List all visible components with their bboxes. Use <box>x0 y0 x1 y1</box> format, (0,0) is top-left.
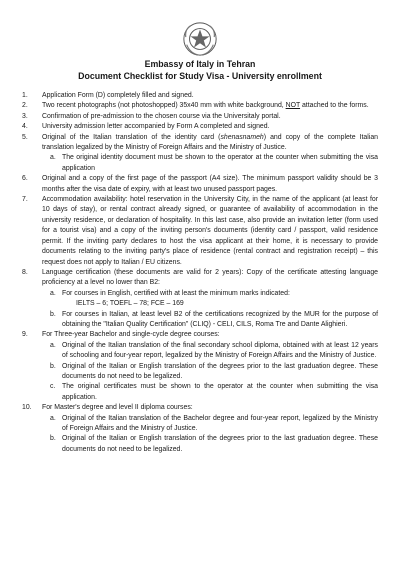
header-line-2: Document Checklist for Study Visa - University enrollment <box>78 70 322 81</box>
checklist <box>22 91 378 455</box>
list-subitem: a. Original of the Italian translation of the final secondary school diploma, obtained with at least 12 years of schooling and four-year report, legalized by the Ministry of Foreign Affairs and the Ministry of Justice. <box>50 341 378 360</box>
list-item: 1. Application Form (D) completely filled and signed. <box>22 92 194 99</box>
list-item: 2. Two recent photographs (not photoshopped) 35x40 mm with white background, NOT attached to the forms. <box>22 102 369 110</box>
list-subitem: b. Original of the Italian or English translation of the degrees prior to the last graduation degree. These documents do not need to be legalized. <box>50 362 378 380</box>
list-subitem: b. Original of the Italian or English translation of the degrees prior to the last graduation degree. These documents do not need to be legalized. <box>50 435 378 453</box>
list-subitem: a. For courses in English, certified with at least the minimum marks indicated: <box>50 289 290 297</box>
list-item: 7. Accommodation availability: hotel reservation in the University City, in the name of the applicant (at least for 10 days of stay), or rental contract already signed, or guarantee of availability of accommodation in the university residence, or declaration of hospitality. In this last case, also provide an invitation letter (form used for a tourist visa) and a copy of the inviting person's documents (identity card / passport, valid residence permit. If the inviting party declares to host the visa applicant at their home, it is necessary to provide documents relating to the inviting party's place of residence (rental contract and registration receipt) – this request does not apply to Italian / EU citizens. <box>22 196 378 266</box>
list-subitem: a. The original identity document must be shown to the operator at the counter when submitting the visa application <box>50 154 378 172</box>
list-subitem-detail: IELTS – 6; TOEFL – 78; FCE – 169 <box>76 300 184 308</box>
header-line-1: Embassy of Italy in Tehran <box>144 59 256 69</box>
list-item: 10. For Master's degree and level II diploma courses: <box>22 404 193 412</box>
list-subitem: b. For courses in Italian, at least level B2 of the certifications recognized by the MUR for the purpose of obtaining the "Italian Quality Certification" (CLIQ) - CELI, CILS, Roma Tre and Dante Alighieri. <box>50 310 378 328</box>
list-item: 9. For Three-year Bachelor and single-cycle degree courses: <box>22 331 220 339</box>
list-subitem: a. Original of the Italian translation of the Bachelor degree and four-year report, legalized by the Ministry of Foreign Affairs and the Ministry of Justice. <box>50 414 378 432</box>
list-item: 4. University admission letter accompanied by Form A completed and signed. <box>22 123 270 131</box>
list-item: 6. Original and a copy of the first page of the passport (A4 size). The minimum passport validity should be 3 months after the visa date of expiry, with at least two unused passport pages. <box>22 175 378 193</box>
document-header <box>0 59 400 82</box>
list-item: 5. Original of the Italian translation of the identity card (shenasnameh) and copy of the complete Italian translation legalized by the Ministry of Foreign Affairs and the Ministry of Justice. <box>22 133 378 152</box>
italian-republic-emblem-icon <box>181 20 219 58</box>
list-item: 3. Confirmation of pre-admission to the chosen course via the Universitaly portal. <box>22 112 281 120</box>
list-item: 8. Language certification (these documents are valid for 2 years): Copy of the certificate attesting language proficiency at a level no lower than B2: <box>22 268 378 287</box>
list-subitem: c. The original certificates must be shown to the operator at the counter when submitting the visa application. <box>50 383 378 401</box>
